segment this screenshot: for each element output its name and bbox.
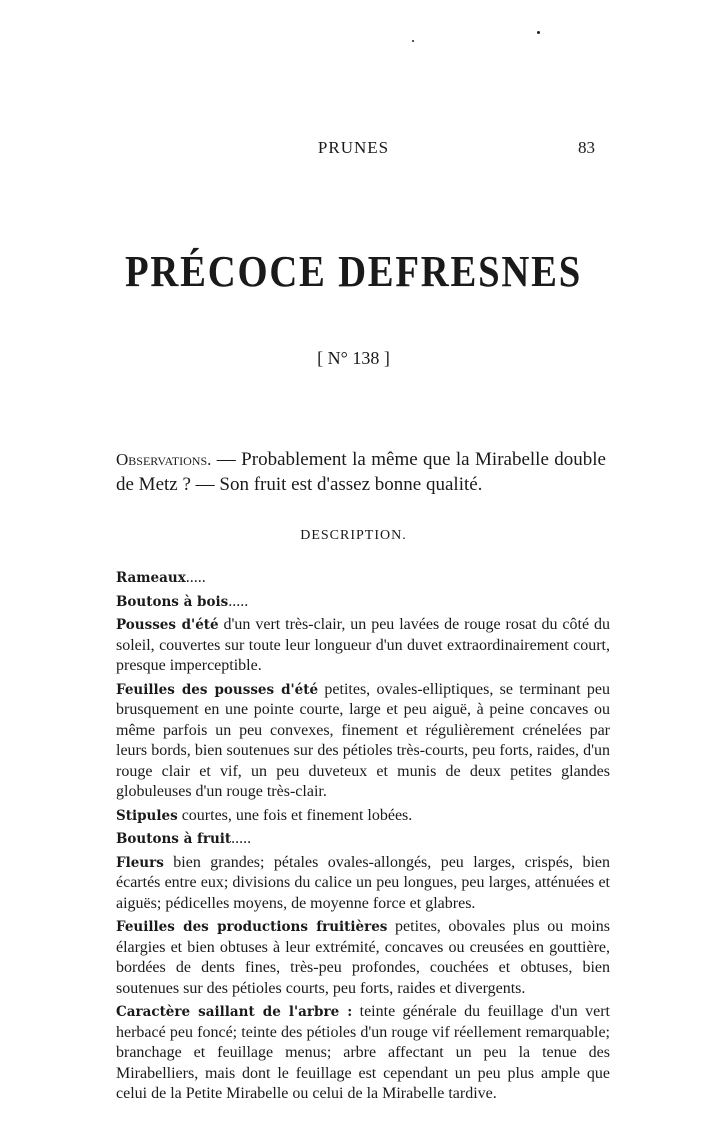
- entry-text: .....: [228, 592, 249, 610]
- entry-text: .....: [231, 830, 252, 847]
- ink-speck: [537, 31, 540, 34]
- description-entry: [116, 592, 610, 613]
- page-number: 83: [578, 138, 595, 157]
- description-entry: [116, 853, 610, 915]
- entry-text: teinte générale du feuillage d'un vert herbacé peu foncé; teinte des pétioles d'un rouge vif réellement remarquable; branchage et feuillage menus; arbre affectant un peu la tenue des Mirabelliers, mais dont le feuillage est cependant un peu plus ample que celui de la Petite Mirabelle ou celui de la Mirabelle tardive.: [116, 1003, 610, 1102]
- description-entry: [116, 806, 610, 827]
- entry-term: Boutons à fruit: [116, 831, 232, 847]
- entry-text: petites, ovales-elliptiques, se terminant peu brusquement en une pointe courte, large et peu aiguë, à peine concaves ou même parfois un peu convexes, finement et régulièrement crénelées par leurs bords, bien soutenues sur des pétioles très-courts, peu forts, raides, d'un rouge clair et vif, un peu duveteux et munis de deux petites glandes globuleuses d'un rouge très-clair.: [116, 680, 610, 800]
- entry-text: bien grandes; pétales ovales-allongés, peu larges, crispés, bien écartés entre eux; divisions du calice un peu longues, peu larges, atténuées et aiguës; pédicelles moyens, de moyenne force et glabres.: [116, 853, 610, 912]
- description-entry: [116, 1002, 610, 1105]
- description-entry: [116, 917, 610, 999]
- entry-term: Rameaux: [116, 570, 186, 586]
- observations-paragraph: [116, 447, 606, 497]
- description-entry: [116, 615, 610, 677]
- variety-number: [ N° 138 ]: [317, 348, 390, 368]
- entry-term: Feuilles des productions fruitières: [116, 919, 388, 935]
- running-header-title: PRUNES: [317, 138, 390, 157]
- description-entry: [116, 680, 610, 803]
- ink-speck: [412, 40, 414, 42]
- page-title: PRÉCOCE DEFRESNES: [125, 247, 582, 296]
- observations-text: — Probablement la même que la Mirabelle double de Metz ? — Son fruit est d'assez bonne qualité.: [116, 449, 606, 495]
- entry-text: .....: [185, 569, 206, 586]
- entry-term: Boutons à bois: [116, 593, 229, 610]
- description-entry: [116, 568, 610, 589]
- description-entry: [116, 829, 610, 850]
- entry-text: d'un vert très-clair, un peu lavées de rouge rosat du côté du soleil, couvertes sur toute leur longueur d'un duvet extraordinairement court, presque imperceptible.: [116, 616, 610, 674]
- entry-term: Caractère saillant de l'arbre :: [116, 1004, 353, 1020]
- entry-term: Stipules: [116, 807, 178, 824]
- entry-term: Feuilles des pousses d'été: [116, 681, 319, 698]
- entry-term: Pousses d'été: [116, 617, 219, 633]
- observations-lead: Observations.: [116, 450, 212, 469]
- entry-text: petites, obovales plus ou moins élargies et bien obtuses à leur extrémité, concaves ou creusées en gouttière, bordées de dents fines, très-peu profondes, couchées et obtuses, bien soutenues sur des pétioles courts, peu forts, raides et divergents.: [116, 918, 610, 997]
- entry-text: courtes, une fois et finement lobées.: [177, 806, 413, 824]
- description-list: [116, 568, 610, 1108]
- description-heading: DESCRIPTION.: [300, 528, 407, 543]
- entry-term: Fleurs: [116, 854, 164, 871]
